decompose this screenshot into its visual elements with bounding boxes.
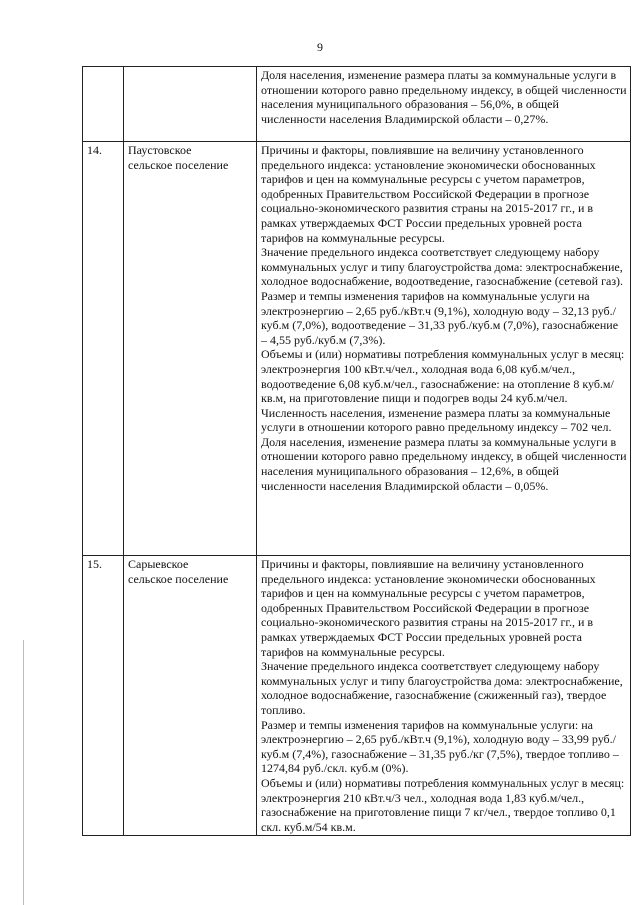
row-number-cell bbox=[83, 67, 124, 142]
settlement-name-line: Паустовское bbox=[128, 143, 192, 157]
table-row-continuation bbox=[83, 67, 631, 142]
row-number-cell: 14. bbox=[83, 142, 124, 556]
settlement-name-cell bbox=[124, 67, 257, 142]
settlement-name-cell bbox=[124, 556, 257, 836]
paragraph: Значение предельного индекса соответствует следующему набору коммунальных услуг и типу благоустройства дома: электроснабжение, холодное водоснабжение, водоотведение, газоснабжение (сетевой газ). bbox=[261, 245, 624, 289]
paragraph: Доля населения, изменение размера платы за коммунальные услуги в отношении которого равно предельному индексу, в общей численности населения муниципального образования – 56,0%, в общей численности населения Владимирской области – 0,27%. bbox=[261, 68, 627, 126]
paragraph: Объемы и (или) нормативы потребления коммунальных услуг в месяц: электроэнергия 210 кВт.ч/3 чел., холодная вода 1,83 куб.м/чел., газоснабжение на приготовление пищи 7 кг/чел., твердое топливо 0,1 скл. куб.м/54 кв.м. bbox=[261, 775, 625, 834]
table-row-14 bbox=[83, 142, 631, 556]
settlement-name-line: Сарыевское bbox=[128, 557, 189, 571]
page-number: 9 bbox=[317, 40, 323, 54]
paragraph: Значение предельного индекса соответствует следующему набору коммунальных услуг и типу благоустройства дома: электроснабжение, холодное водоснабжение, газоснабжение (сжиженный газ), твердое топливо. bbox=[261, 659, 623, 717]
paragraph: Объемы и (или) нормативы потребления коммунальных услуг в месяц: электроэнергия 100 кВт.ч/чел., холодная вода 6,08 куб.м/чел., водоотведение 6,08 куб.м/чел., газоснабжение: на отопление 8 куб.м/кв.м, на приготовление пищи и подогрев воды 24 куб.м/чел. bbox=[261, 347, 625, 406]
settlement-name-line: сельское поселение bbox=[128, 157, 229, 172]
paragraph: Численность населения, изменение размера платы за коммунальные услуги в отношении которого равно предельному индексу – 702 чел. bbox=[261, 405, 612, 435]
table-row-15 bbox=[83, 556, 631, 836]
description-cell bbox=[257, 556, 631, 836]
municipal-index-table bbox=[82, 66, 631, 836]
description-cell bbox=[257, 67, 631, 142]
paragraph: Причины и факторы, повлиявшие на величину установленного предельного индекса: установление экономически обоснованных тарифов и цен на коммунальные ресурсы с учетом параметров, одобренных Правительством Российской Федерации в прогнозе социально-экономического развития страны на 2015-2017 гг., и в рамках утверждаемых ФСТ России предельных уровней роста тарифов на коммунальные ресурсы. bbox=[261, 143, 596, 245]
scan-edge-line bbox=[23, 640, 24, 905]
paragraph: Причины и факторы, повлиявшие на величину установленного предельного индекса: установление экономически обоснованных тарифов и цен на коммунальные ресурсы с учетом параметров, одобренных Правительством Российской Федерации в прогнозе социально-экономического развития страны на 2015-2017 гг., и в рамках утверждаемых ФСТ России предельных уровней роста тарифов на коммунальные ресурсы. bbox=[261, 557, 596, 659]
row-number-cell: 15. bbox=[83, 556, 124, 836]
paragraph: Доля населения, изменение размера платы за коммунальные услуги в отношении которого равно предельному индексу, в общей численности населения муниципального образования – 12,6%, в общей численности населения Владимирской области – 0,05%. bbox=[261, 434, 627, 493]
paragraph: Размер и темпы изменения тарифов на коммунальные услуги на электроэнергию – 2,65 руб./кВт.ч (9,1%), холодную воду – 32,13 руб./куб.м (7,0%), водоотведение – 31,33 руб./куб.м (7,0%), газоснабжение – 4,55 руб./куб.м (7,3%). bbox=[261, 288, 619, 347]
settlement-name-cell bbox=[124, 142, 257, 556]
description-cell bbox=[257, 142, 631, 556]
settlement-name-line: сельское поселение bbox=[128, 571, 229, 586]
paragraph: Размер и темпы изменения тарифов на коммунальные услуги: на электроэнергию – 2,65 руб./кВт.ч (9,1%), холодную воду – 33,99 руб./куб.м (7,4%), газоснабжение – 31,35 руб./кг (7,5%), твердое топливо – 1274,84 руб./скл. куб.м (0%). bbox=[261, 717, 619, 776]
